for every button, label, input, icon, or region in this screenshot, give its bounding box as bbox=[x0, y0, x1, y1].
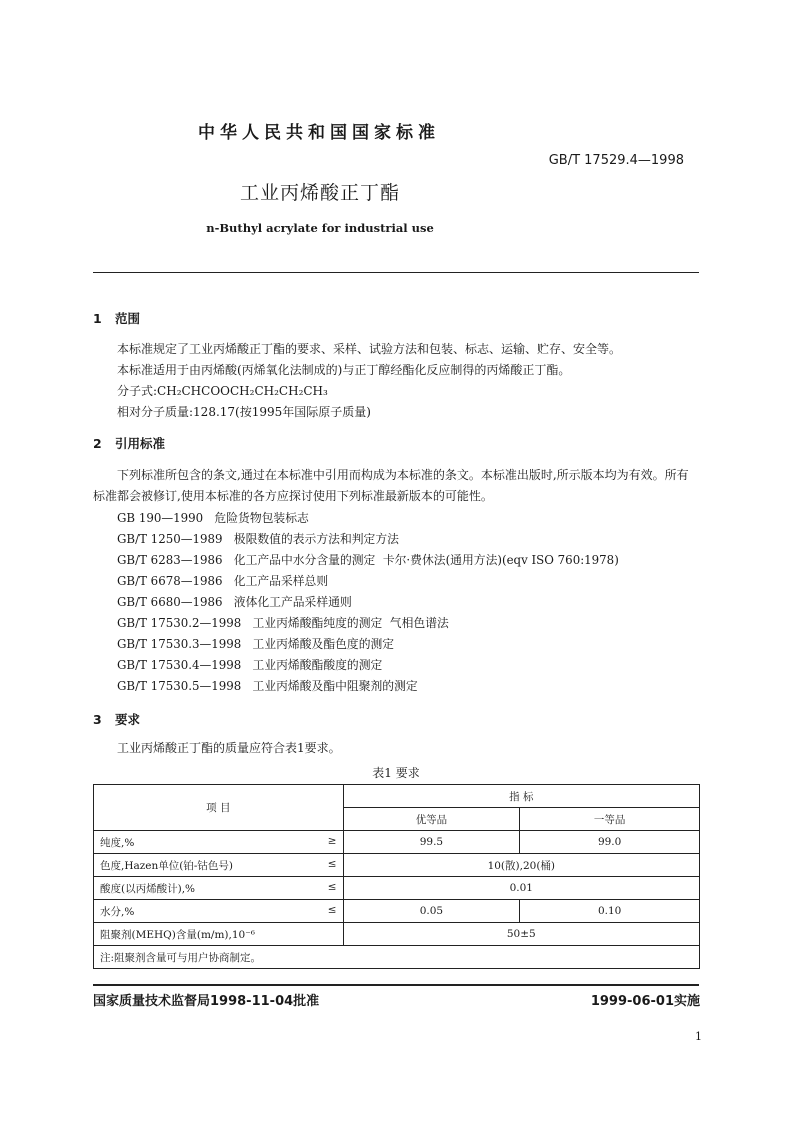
value-cell: 50±5 bbox=[343, 923, 699, 946]
table-row bbox=[94, 900, 700, 923]
table-note-row bbox=[94, 946, 700, 969]
requirements-table bbox=[93, 784, 700, 969]
item-cell bbox=[94, 831, 344, 854]
table-header-row bbox=[94, 785, 700, 808]
value-cell: 10(散),20(桶) bbox=[343, 854, 699, 877]
reference-item: GB/T 6680—1986 液体化工产品采样通则 bbox=[117, 595, 352, 609]
reference-item: GB/T 17530.2—1998 工业丙烯酸酯纯度的测定 气相色谱法 bbox=[117, 616, 449, 630]
comparison-operator: ≤ bbox=[327, 903, 337, 916]
document-title-cn: 工业丙烯酸正丁酯 bbox=[239, 182, 400, 204]
reference-item: GB/T 17530.4—1998 工业丙烯酸酯酸度的测定 bbox=[117, 658, 383, 672]
effective-date: 1999-06-01实施 bbox=[590, 994, 700, 1009]
section-heading bbox=[93, 309, 140, 327]
table-row bbox=[94, 877, 700, 900]
section-heading bbox=[93, 434, 165, 452]
reference-item: GB/T 17530.5—1998 工业丙烯酸及酯中阻聚剂的测定 bbox=[117, 679, 418, 693]
section-title: 范围 bbox=[115, 311, 141, 326]
header-divider bbox=[93, 272, 699, 273]
item-label: 水分,% bbox=[100, 905, 135, 918]
paragraph: 本标准适用于由丙烯酸(丙烯氧化法制成的)与正丁醇经酯化反应制得的丙烯酸正丁酯。 bbox=[117, 363, 571, 377]
column-header-first: 一等品 bbox=[520, 808, 700, 831]
section-heading bbox=[93, 710, 140, 728]
table-row bbox=[94, 831, 700, 854]
item-cell bbox=[94, 900, 344, 923]
table-caption: 表1 要求 bbox=[372, 766, 420, 780]
column-header-item: 项 目 bbox=[94, 785, 344, 831]
value-cell: 99.0 bbox=[520, 831, 700, 854]
item-label: 酸度(以丙烯酸计),% bbox=[100, 882, 196, 895]
table-row bbox=[94, 854, 700, 877]
reference-item: GB/T 6283—1986 化工产品中水分含量的测定 卡尔·费休法(通用方法)(eqv ISO 760:1978) bbox=[117, 553, 619, 567]
item-label: 纯度,% bbox=[100, 836, 135, 849]
formula-line: 分子式:CH₂CHCOOCH₂CH₂CH₂CH₃ bbox=[117, 384, 328, 398]
value-cell: 0.10 bbox=[520, 900, 700, 923]
item-cell bbox=[94, 877, 344, 900]
footer-divider bbox=[93, 984, 699, 986]
section-number: 2 bbox=[93, 436, 102, 451]
section-number: 1 bbox=[93, 311, 102, 326]
paragraph: 本标准规定了工业丙烯酸正丁酯的要求、采样、试验方法和包装、标志、运输、贮存、安全等。 bbox=[117, 342, 622, 356]
reference-item: GB/T 1250—1989 极限数值的表示方法和判定方法 bbox=[117, 532, 399, 546]
comparison-operator: ≤ bbox=[327, 880, 337, 893]
paragraph: 工业丙烯酸正丁酯的质量应符合表1要求。 bbox=[117, 741, 341, 755]
document-title-en: n-Buthyl acrylate for industrial use bbox=[206, 221, 434, 235]
value-cell: 0.05 bbox=[343, 900, 520, 923]
column-header-index: 指 标 bbox=[343, 785, 699, 808]
reference-item: GB 190—1990 危险货物包装标志 bbox=[117, 511, 309, 525]
table-note: 注:阻聚剂含量可与用户协商制定。 bbox=[94, 946, 700, 969]
section-title: 要求 bbox=[115, 712, 141, 727]
value-cell: 99.5 bbox=[343, 831, 520, 854]
reference-item: GB/T 6678—1986 化工产品采样总则 bbox=[117, 574, 329, 588]
value-cell: 0.01 bbox=[343, 877, 699, 900]
section-number: 3 bbox=[93, 712, 102, 727]
molecular-mass-line: 相对分子质量:128.17(按1995年国际原子质量) bbox=[117, 405, 371, 419]
table-row bbox=[94, 923, 700, 946]
national-standard-heading: 中华人民共和国国家标准 bbox=[198, 123, 440, 143]
comparison-operator: ≥ bbox=[327, 834, 337, 847]
item-label: 阻聚剂(MEHQ)含量(m/m),10⁻⁶ bbox=[100, 928, 255, 941]
item-cell bbox=[94, 854, 344, 877]
column-header-superior: 优等品 bbox=[343, 808, 520, 831]
section-title: 引用标准 bbox=[115, 436, 166, 451]
page-number: 1 bbox=[695, 1030, 702, 1043]
reference-item: GB/T 17530.3—1998 工业丙烯酸及酯色度的测定 bbox=[117, 637, 395, 651]
paragraph: 下列标准所包含的条文,通过在本标准中引用而构成为本标准的条文。本标准出版时,所示版本均为有效。所有标准都会被修订,使用本标准的各方应探讨使用下列标准最新版本的可能性。 bbox=[93, 468, 689, 503]
item-label: 色度,Hazen单位(铂-钴色号) bbox=[100, 859, 234, 872]
standard-number: GB/T 17529.4—1998 bbox=[548, 153, 684, 168]
item-cell bbox=[94, 923, 344, 946]
comparison-operator: ≤ bbox=[327, 857, 337, 870]
approval-line: 国家质量技术监督局1998-11-04批准 bbox=[93, 994, 320, 1009]
